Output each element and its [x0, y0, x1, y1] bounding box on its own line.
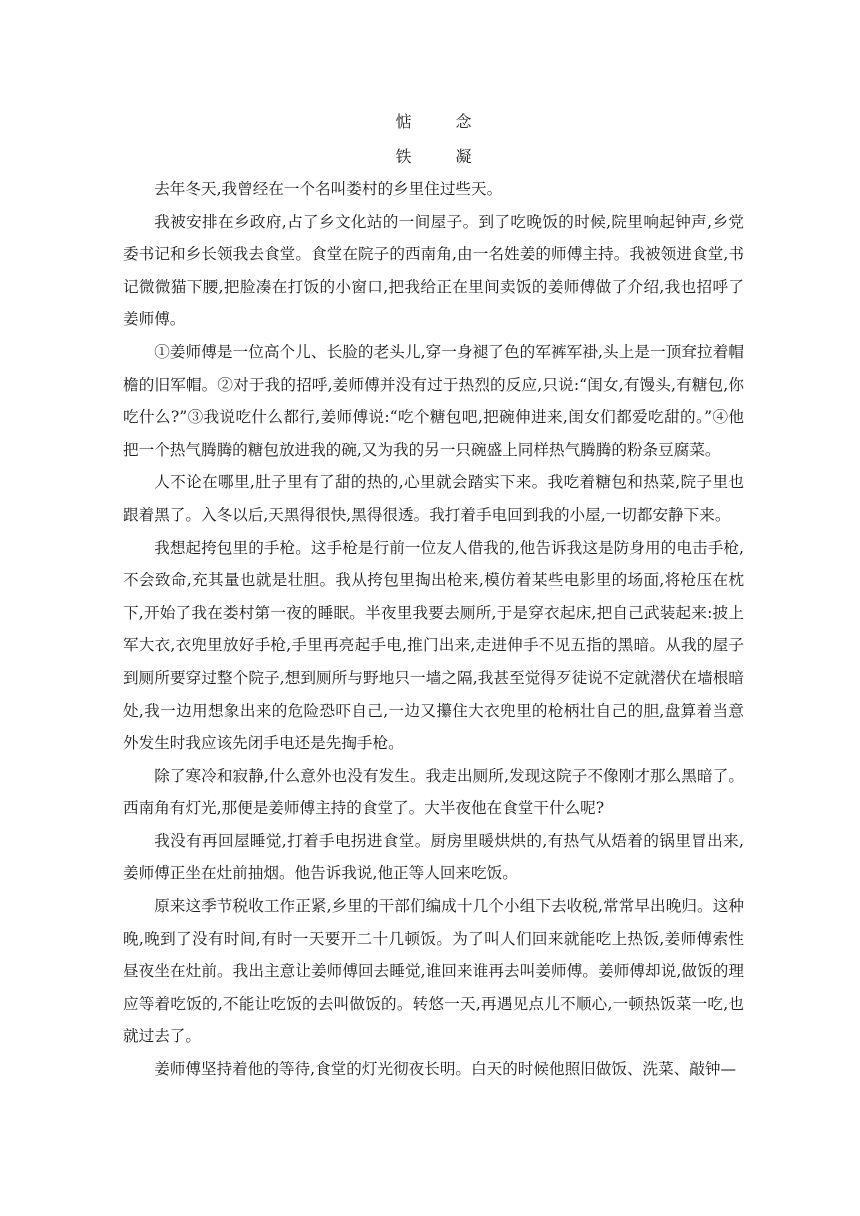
article-body [123, 173, 744, 1086]
paragraph: 人不论在哪里,肚子里有了甜的热的,心里就会踏实下来。我吃着糖包和热菜,院子里也跟着黑了。入冬以后,天黑得很快,黑得很透。我打着手电回到我的小屋,一切都安静下来。 [123, 473, 744, 524]
paragraph: 除了寒冷和寂静,什么意外也没有发生。我走出厕所,发现这院子不像刚才那么黑暗了。西南角有灯光,那便是姜师傅主持的食堂了。大半夜他在食堂干什么呢? [123, 766, 744, 818]
paragraph: 我没有再回屋睡觉,打着手电拐进食堂。厨房里暖烘烘的,有热气从焐着的锅里冒出来,姜师傅正坐在灶前抽烟。他告诉我说,他正等人回来吃饭。 [123, 831, 744, 883]
paragraph: 姜师傅坚持着他的等待,食堂的灯光彻夜长明。白天的时候他照旧做饭、洗菜、敲钟— [154, 1060, 737, 1079]
article-title: 惦 念 [395, 112, 486, 131]
article-author: 铁 凝 [395, 147, 486, 166]
paragraph: ①姜师傅是一位高个儿、长脸的老头儿,穿一身褪了色的军裤军褂,头上是一顶耷拉着帽檐的旧军帽。②对于我的招呼,姜师傅并没有过于热烈的反应,只说:“闺女,有馒头,有糖包,你吃什么?”③我说吃什么都行,姜师傅说:“吃个糖包吧,把碗伸进来,闺女们都爱吃甜的。”④他把一个热气腾腾的糖包放进我的碗,又为我的另一只碗盛上同样热气腾腾的粉条豆腐菜。 [123, 342, 744, 459]
paragraph: 我被安排在乡政府,占了乡文化站的一间屋子。到了吃晚饭的时候,院里响起钟声,乡党委书记和乡长领我去食堂。食堂在院子的西南角,由一名姓姜的师傅主持。我被领进食堂,书记微微猫下腰,把脸凑在打饭的小窗口,把我给正在里间卖饭的姜师傅做了介绍,我也招呼了姜师傅。 [123, 212, 744, 329]
paragraph: 我想起挎包里的手枪。这手枪是行前一位友人借我的,他告诉我这是防身用的电击手枪,不会致命,充其量也就是壮胆。我从挎包里掏出枪来,模仿着某些电影里的场面,将枪压在枕下,开始了我在娄村第一夜的睡眠。半夜里我要去厕所,于是穿衣起床,把自己武装起来:披上军大衣,衣兜里放好手枪,手里再亮起手电,推门出来,走进伸手不见五指的黑暗。从我的屋子到厕所要穿过整个院子,想到厕所与野地只一墙之隔,我甚至觉得歹徒说不定就潜伏在墙根暗处,我一边用想象出来的危险恐吓自己,一边又攥住大衣兜里的枪柄壮自己的胆,盘算着当意外发生时我应该先闭手电还是先掏手枪。 [123, 538, 744, 753]
paragraph: 原来这季节税收工作正紧,乡里的干部们编成十几个小组下去收税,常常早出晚归。这种晚,晚到了没有时间,有时一天要开二十几顿饭。为了叫人们回来就能吃上热饭,姜师傅索性昼夜坐在灶前。我出主意让姜师傅回去睡觉,谁回来谁再去叫姜师傅。姜师傅却说,做饭的理应等着吃饭的,不能让吃饭的去叫做饭的。转悠一天,再遇见点儿不顺心,一顿热饭菜一吃,也就过去了。 [123, 897, 744, 1046]
paragraph: 去年冬天,我曾经在一个名叫娄村的乡里住过些天。 [154, 180, 503, 198]
